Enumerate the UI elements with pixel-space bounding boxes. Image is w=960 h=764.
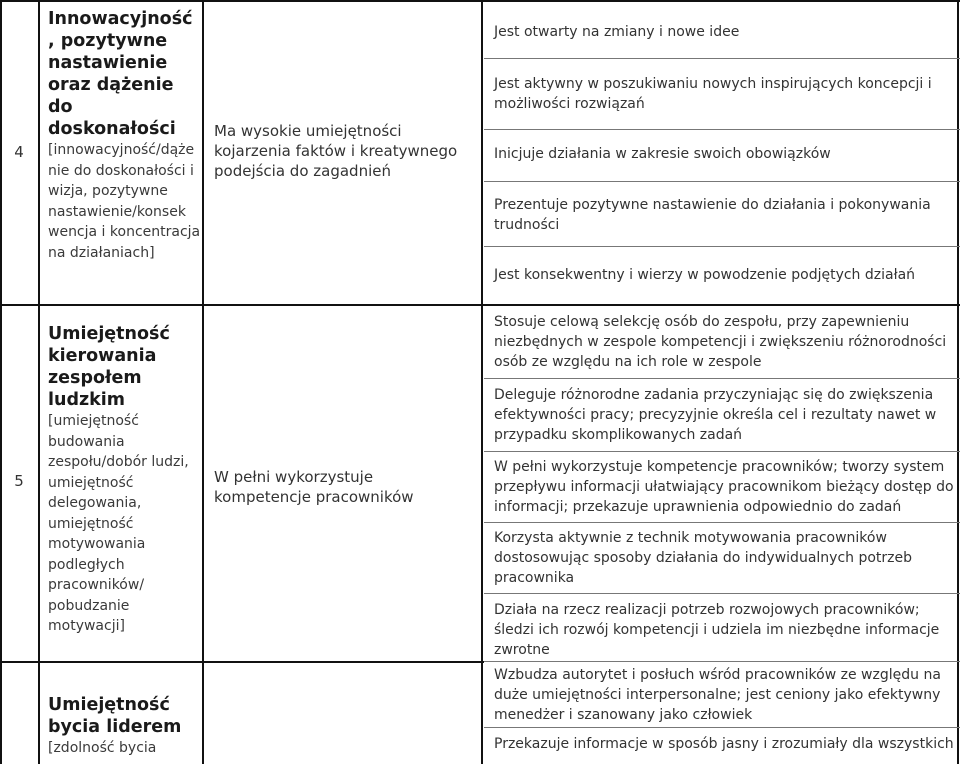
- competency-name: [48, 8, 204, 263]
- row-divider: [0, 661, 484, 663]
- row-number: 4: [14, 143, 24, 161]
- competency-title: Umiejętność kierowania zespołem ludzkim: [48, 324, 170, 410]
- indicator-divider: [484, 522, 960, 523]
- indicator-item: Wzbudza autorytet i posłuch wśród pracowników ze względu na duże umiejętności interpersonalne; jest ceniony jako efektywny menedżer i szanowany jako człowiek: [494, 667, 941, 723]
- competency-title: Umiejętność bycia liderem: [48, 695, 182, 737]
- indicator-item: Przekazuje informacje w sposób jasny i zrozumiały dla wszystkich: [494, 736, 954, 752]
- competency-description: [zdolność bycia: [48, 740, 157, 756]
- indicator-item: Działa na rzecz realizacji potrzeb rozwojowych pracowników; śledzi ich rozwój kompetencji i udziela im niezbędne informacje zwrotne: [494, 602, 940, 658]
- competency-level: W pełni wykorzystuje kompetencje pracowników: [214, 468, 414, 506]
- competency-name: [48, 323, 204, 637]
- indicator-item: W pełni wykorzystuje kompetencje pracowników; tworzy system przepływu informacji ułatwiający pracownikom bieżący dostęp do informacji; przekazuje uprawnienia odpowiednio do zadań: [494, 459, 954, 515]
- indicator-divider: [484, 246, 960, 247]
- indicator-divider: [484, 58, 960, 59]
- indicator-item: Jest aktywny w poszukiwaniu nowych inspirujących koncepcji i możliwości rozwiązań: [494, 76, 932, 112]
- indicator-divider: [484, 727, 960, 728]
- table-border-right: [957, 0, 959, 764]
- indicator-item: Jest otwarty na zmiany i nowe idee: [494, 24, 740, 40]
- row-divider: [0, 304, 960, 306]
- indicator-divider: [484, 378, 960, 379]
- indicator-item: Inicjuje działania w zakresie swoich obowiązków: [494, 146, 831, 162]
- indicator-item: Deleguje różnorodne zadania przyczyniając się do zwiększenia efektywności pracy; precyzyjnie określa cel i rezultaty nawet w przypadku skomplikowanych zadań: [494, 387, 937, 443]
- column-divider: [481, 0, 483, 764]
- indicator-divider: [484, 451, 960, 452]
- table-border-top: [0, 0, 960, 2]
- indicator-divider: [484, 129, 960, 130]
- indicator-divider: [484, 661, 960, 662]
- indicator-item: Jest konsekwentny i wierzy w powodzenie podjętych działań: [494, 267, 916, 283]
- row-number: 5: [14, 472, 24, 490]
- table-border-left: [0, 0, 2, 764]
- competency-title: Innowacyjność , pozytywne nastawienie oraz dążenie do doskonałości: [48, 9, 193, 139]
- column-divider: [38, 0, 40, 764]
- indicator-divider: [484, 593, 960, 594]
- indicator-item: Prezentuje pozytywne nastawienie do działania i pokonywania trudności: [494, 197, 931, 233]
- competency-description: [innowacyjność/dąże nie do doskonałości i wizja, pozytywne nastawienie/konsek wencja i koncentracja na działaniach]: [48, 142, 201, 261]
- indicator-divider: [484, 181, 960, 182]
- competency-description: [umiejętność budowania zespołu/dobór ludzi, umiejętność delegowania, umiejętność motywowania podległych pracowników/ pobudzanie motywacji]: [48, 413, 189, 634]
- competency-name: [48, 694, 204, 759]
- indicator-item: Stosuje celową selekcję osób do zespołu, przy zapewnieniu niezbędnych w zespole kompetencji i zwiększeniu różnorodności osób ze względu na ich role w zespole: [494, 314, 947, 370]
- competency-level: Ma wysokie umiejętności kojarzenia faktów i kreatywnego podejścia do zagadnień: [214, 122, 458, 180]
- indicator-item: Korzysta aktywnie z technik motywowania pracowników dostosowując sposoby działania do indywidualnych potrzeb pracownika: [494, 530, 913, 586]
